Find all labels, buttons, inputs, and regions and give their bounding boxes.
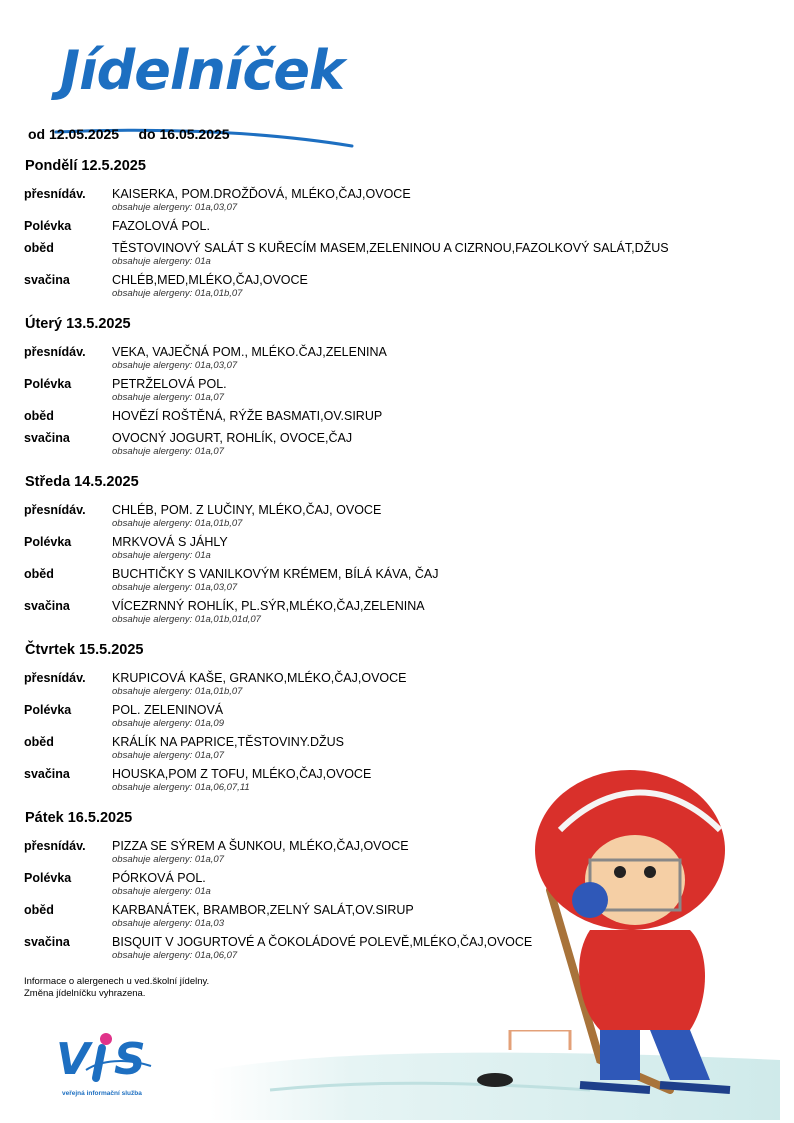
- meal-text: TĚSTOVINOVÝ SALÁT S KUŘECÍM MASEM,ZELENINOU A CIZRNOU,FAZOLKOVÝ SALÁT,DŽUS: [112, 241, 669, 255]
- day-title: Čtvrtek 15.5.2025: [25, 642, 144, 658]
- meal-body: [112, 272, 764, 304]
- meal-allergens: obsahuje alergeny: 01a: [112, 886, 211, 897]
- meal-allergens: obsahuje alergeny: 01a: [112, 550, 211, 561]
- meal-label: oběd: [24, 409, 54, 423]
- svg-text:S: S: [114, 1034, 146, 1085]
- meal-body: [112, 598, 764, 630]
- page-title: Jídelníček: [60, 39, 344, 102]
- meal-text: MRKVOVÁ S JÁHLY: [112, 535, 228, 549]
- day-title: Středa 14.5.2025: [25, 474, 139, 490]
- meal-text: VÍCEZRNNÝ ROHLÍK, PL.SÝR,MLÉKO,ČAJ,ZELENINA: [112, 599, 425, 613]
- meal-text: PETRŽELOVÁ POL.: [112, 377, 227, 391]
- meal-text: BISQUIT V JOGURTOVÉ A ČOKOLÁDOVÉ POLEVĚ,MLÉKO,ČAJ,OVOCE: [112, 935, 533, 949]
- meal-text: CHLÉB, POM. Z LUČINY, MLÉKO,ČAJ, OVOCE: [112, 503, 382, 517]
- meal-label: Polévka: [24, 535, 72, 549]
- meal-allergens: obsahuje alergeny: 01a,01b,07: [112, 686, 243, 697]
- day-section: [24, 316, 764, 462]
- meal-text: POL. ZELENINOVÁ: [112, 703, 224, 717]
- meal-text: PÓRKOVÁ POL.: [112, 871, 206, 885]
- meal-label: svačina: [24, 767, 70, 781]
- meal-body: [112, 670, 764, 702]
- meal-allergens: obsahuje alergeny: 01a,06,07,11: [112, 782, 250, 793]
- meal-allergens: obsahuje alergeny: 01a,09: [112, 718, 224, 729]
- meal-text: OVOCNÝ JOGURT, ROHLÍK, OVOCE,ČAJ: [112, 431, 353, 445]
- meal-label: svačina: [24, 273, 70, 287]
- meal-body: [112, 502, 764, 534]
- meal-text: KRUPICOVÁ KAŠE, GRANKO,MLÉKO,ČAJ,OVOCE: [112, 671, 407, 685]
- meal-label: oběd: [24, 735, 54, 749]
- meal-row: [24, 272, 764, 304]
- meal-label: Polévka: [24, 219, 72, 233]
- meal-text: FAZOLOVÁ POL.: [112, 219, 210, 233]
- meal-row: [24, 534, 764, 566]
- meal-body: [112, 218, 764, 240]
- meal-text: PIZZA SE SÝREM A ŠUNKOU, MLÉKO,ČAJ,OVOCE: [112, 839, 409, 853]
- vis-logo: [56, 1030, 176, 1102]
- meal-row: [24, 344, 764, 376]
- meal-label: Polévka: [24, 377, 72, 391]
- meal-row: [24, 430, 764, 462]
- meal-body: [112, 376, 764, 408]
- meal-label: oběd: [24, 241, 54, 255]
- meal-allergens: obsahuje alergeny: 01a,01b,07: [112, 288, 243, 299]
- meal-row: [24, 566, 764, 598]
- meal-allergens: obsahuje alergeny: 01a,06,07: [112, 950, 238, 961]
- meal-allergens: obsahuje alergeny: 01a,01b,01d,07: [112, 614, 261, 625]
- meal-label: svačina: [24, 431, 70, 445]
- vis-logo-tagline: veřejná informační služba: [62, 1090, 142, 1097]
- day-section: [24, 474, 764, 630]
- meal-row: [24, 408, 764, 430]
- meal-label: oběd: [24, 567, 54, 581]
- meal-text: KARBANÁTEK, BRAMBOR,ZELNÝ SALÁT,OV.SIRUP: [112, 903, 414, 917]
- change-reserved-note: Změna jídelníčku vyhrazena.: [24, 988, 146, 999]
- meal-label: Polévka: [24, 703, 72, 717]
- day-title: Úterý 13.5.2025: [25, 316, 131, 332]
- meal-label: přesnídáv.: [24, 187, 86, 201]
- meal-allergens: obsahuje alergeny: 01a,07: [112, 392, 224, 403]
- meal-allergens: obsahuje alergeny: 01a,03,07: [112, 202, 238, 213]
- date-range: od 12.05.2025 do 16.05.2025: [28, 126, 230, 142]
- meal-allergens: obsahuje alergeny: 01a,03,07: [112, 360, 238, 371]
- meal-allergens: obsahuje alergeny: 01a: [112, 256, 211, 267]
- meal-row: [24, 218, 764, 240]
- meal-row: [24, 502, 764, 534]
- meal-body: [112, 430, 764, 462]
- day-title: Pátek 16.5.2025: [25, 810, 133, 826]
- meal-text: HOVĚZÍ ROŠTĚNÁ, RÝŽE BASMATI,OV.SIRUP: [112, 409, 383, 423]
- meal-body: [112, 240, 764, 272]
- meal-label: přesnídáv.: [24, 839, 86, 853]
- meal-label: přesnídáv.: [24, 345, 86, 359]
- meal-body: [112, 344, 764, 376]
- meal-allergens: obsahuje alergeny: 01a,01b,07: [112, 518, 243, 529]
- meal-label: svačina: [24, 935, 70, 949]
- meal-row: [24, 670, 764, 702]
- meal-body: [112, 408, 764, 430]
- meal-text: CHLÉB,MED,MLÉKO,ČAJ,OVOCE: [112, 273, 308, 287]
- meal-body: [112, 186, 764, 218]
- footer-note: [24, 976, 209, 1000]
- allergen-info-note: Informace o alergenech u ved.školní jídelny.: [24, 976, 210, 987]
- meal-label: přesnídáv.: [24, 503, 86, 517]
- meal-allergens: obsahuje alergeny: 01a,07: [112, 854, 224, 865]
- meal-allergens: obsahuje alergeny: 01a,07: [112, 750, 224, 761]
- meal-text: BUCHTIČKY S VANILKOVÝM KRÉMEM, BÍLÁ KÁVA, ČAJ: [112, 567, 439, 581]
- vis-logo-icon: [56, 1030, 176, 1090]
- meal-text: KAISERKA, POM.DROŽĎOVÁ, MLÉKO,ČAJ,OVOCE: [112, 187, 411, 201]
- svg-text:V: V: [56, 1034, 91, 1085]
- meal-row: [24, 240, 764, 272]
- meal-label: oběd: [24, 903, 54, 917]
- meal-allergens: obsahuje alergeny: 01a,07: [112, 446, 224, 457]
- day-section: [24, 158, 764, 304]
- meal-row: [24, 376, 764, 408]
- meal-row: [24, 702, 764, 734]
- meal-label: Polévka: [24, 871, 72, 885]
- meal-row: [24, 598, 764, 630]
- meal-allergens: obsahuje alergeny: 01a,03,07: [112, 582, 238, 593]
- meal-body: [112, 566, 764, 598]
- hockey-player-illustration: [520, 760, 760, 1110]
- meal-label: svačina: [24, 599, 70, 613]
- meal-body: [112, 534, 764, 566]
- meal-row: [24, 186, 764, 218]
- day-title: Pondělí 12.5.2025: [25, 158, 146, 174]
- meal-body: [112, 702, 764, 734]
- meal-text: VEKA, VAJEČNÁ POM., MLÉKO.ČAJ,ZELENINA: [112, 345, 387, 359]
- meal-text: KRÁLÍK NA PAPRICE,TĚSTOVINY.DŽUS: [112, 735, 345, 749]
- meal-label: přesnídáv.: [24, 671, 86, 685]
- meal-allergens: obsahuje alergeny: 01a,03: [112, 918, 224, 929]
- meal-text: HOUSKA,POM Z TOFU, MLÉKO,ČAJ,OVOCE: [112, 767, 372, 781]
